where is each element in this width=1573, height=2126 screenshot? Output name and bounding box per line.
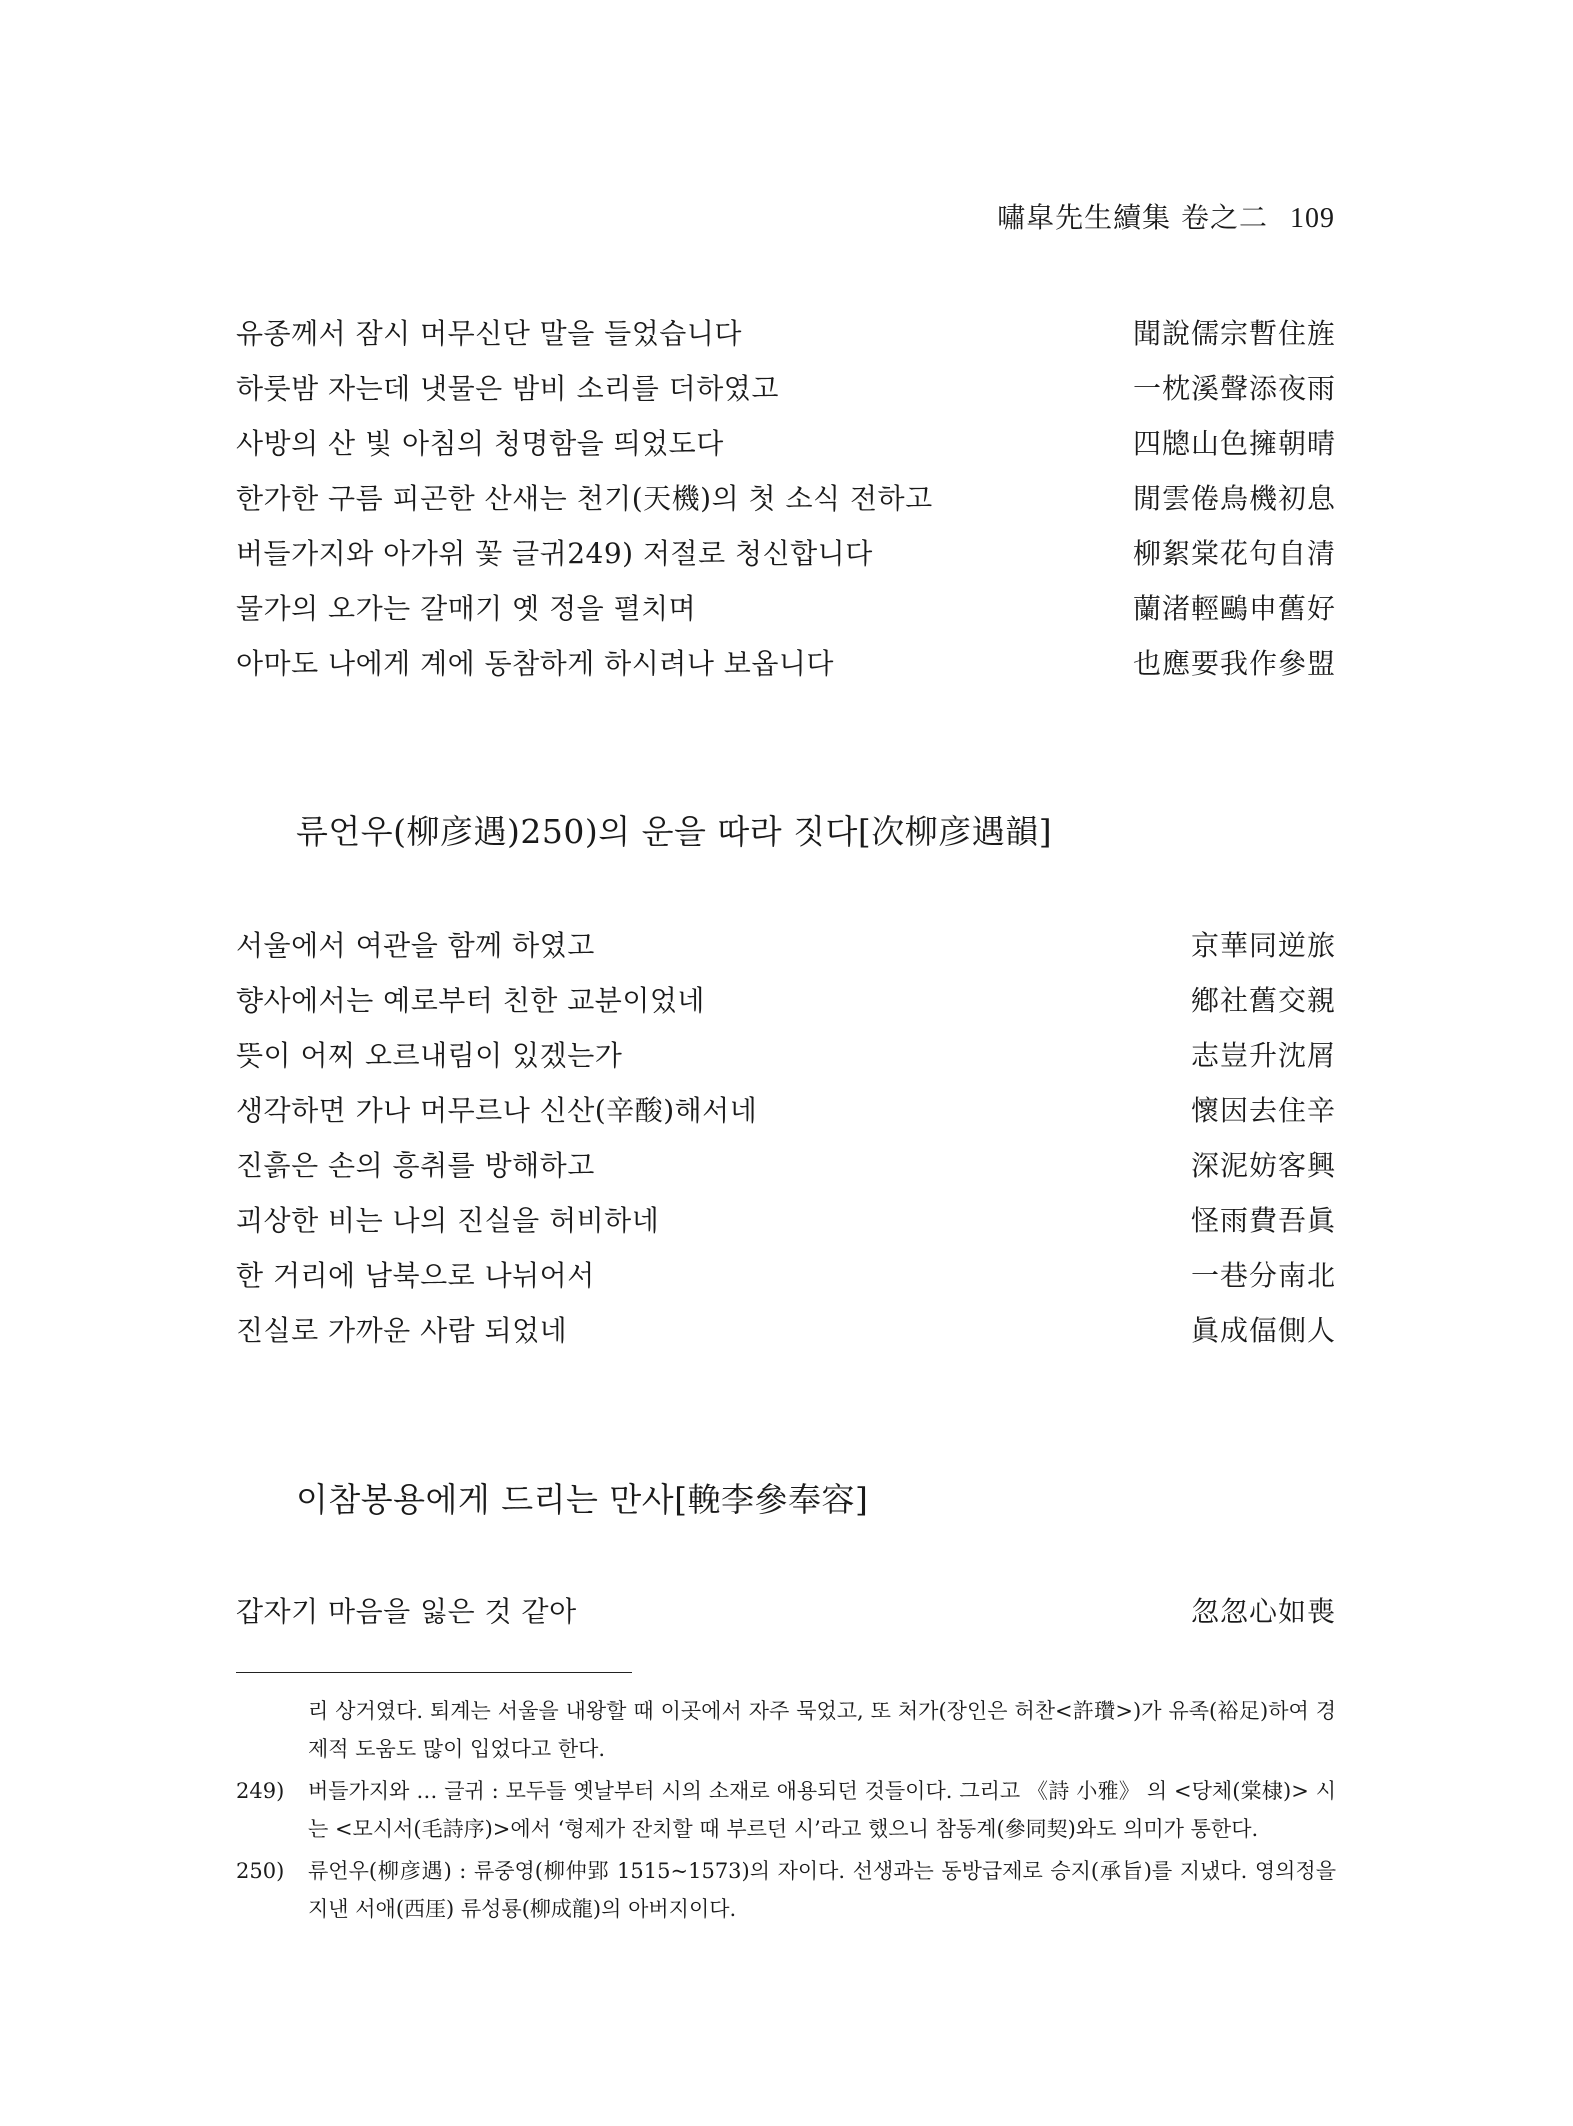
page-number: 109 [1290,203,1335,234]
footnote-text: 리 상거였다. 퇴계는 서울을 내왕할 때 이곳에서 자주 묵었고, 또 처가(장인은 허찬<許瓚>)가 유족(裕足)하여 경제적 도움도 많이 입었다고 한다. [308,1699,1336,1761]
korean-verse: 아마도 나에게 계에 동참하게 하시려나 보옵니다 [236,647,834,680]
korean-verse: 향사에서는 예로부터 친한 교분이었네 [236,984,705,1017]
poem-section-3 [236,1584,1336,1639]
poem-section-2 [236,918,1336,1358]
verse-line [236,1138,1336,1193]
hanja-verse: 閒雲倦鳥機初息 [1132,482,1336,515]
verse-line [236,1028,1336,1083]
hanja-verse: 京華同逆旅 [1190,929,1336,962]
footnote-text: 류언우(柳彦遇) : 류중영(柳仲郢 1515~1573)의 자이다. 선생과는 동방급제로 승지(承旨)를 지냈다. 영의정을 지낸 서애(西厓) 류성룡(柳成龍)의 아버지이다. [308,1859,1336,1921]
korean-verse: 유종께서 잠시 머무신단 말을 들었습니다 [236,317,742,350]
running-header [997,196,1335,236]
korean-verse: 물가의 오가는 갈매기 옛 정을 펼치며 [236,592,697,625]
korean-verse: 버들가지와 아가위 꽃 글귀249) 저절로 청신합니다 [236,537,873,570]
poem-title: 류언우(柳彦遇)250)의 운을 따라 짓다[次柳彦遇韻] [296,812,1053,851]
footnote-number: 250) [236,1859,285,1883]
verse-line [236,1193,1336,1248]
hanja-verse: 眞成偪側人 [1190,1314,1336,1347]
hanja-verse: 忽忽心如喪 [1190,1595,1336,1628]
korean-verse: 사방의 산 빛 아침의 청명함을 띄었도다 [236,427,724,460]
hanja-verse: 鄕社舊交親 [1190,984,1336,1017]
footnote [236,1772,1336,1848]
poem-section-1 [236,306,1336,691]
verse-line [236,416,1336,471]
hanja-verse: 一枕溪聲添夜雨 [1132,372,1336,405]
hanja-verse: 蘭渚輕鷗申舊好 [1132,592,1336,625]
footnote-continuation [236,1692,1336,1768]
hanja-verse: 深泥妨客興 [1190,1149,1336,1182]
verse-line [236,526,1336,581]
korean-verse: 한가한 구름 피곤한 산새는 천기(天機)의 첫 소식 전하고 [236,482,933,515]
verse-line [236,581,1336,636]
korean-verse: 진실로 가까운 사람 되었네 [236,1314,568,1347]
verse-line [236,973,1336,1028]
verse-line [236,636,1336,691]
verse-line [236,1584,1336,1639]
korean-verse: 뜻이 어찌 오르내림이 있겠는가 [236,1039,623,1072]
korean-verse: 진흙은 손의 흥취를 방해하고 [236,1149,595,1182]
korean-verse: 생각하면 가나 머무르나 신산(辛酸)해서네 [236,1094,758,1127]
running-header-title: 嘯皐先生續集 卷之二 [997,201,1268,234]
hanja-verse: 聞說儒宗暫住旌 [1132,317,1336,350]
verse-line [236,918,1336,973]
poem-title: 이참봉용에게 드리는 만사[輓李參奉容] [296,1480,869,1519]
hanja-verse: 也應要我作參盟 [1132,647,1336,680]
footnote [236,1852,1336,1928]
korean-verse: 한 거리에 남북으로 나뉘어서 [236,1259,595,1292]
verse-line [236,471,1336,526]
hanja-verse: 志豈升沈屑 [1190,1039,1336,1072]
footnote-divider [236,1672,632,1673]
hanja-verse: 一巷分南北 [1190,1259,1336,1292]
korean-verse: 괴상한 비는 나의 진실을 허비하네 [236,1204,660,1237]
verse-line [236,1083,1336,1138]
verse-line [236,1248,1336,1303]
hanja-verse: 懷因去住辛 [1190,1094,1336,1127]
hanja-verse: 怪雨費吾眞 [1190,1204,1336,1237]
korean-verse: 하룻밤 자는데 냇물은 밤비 소리를 더하였고 [236,372,779,405]
verse-line [236,1303,1336,1358]
footnote-text: 버들가지와 … 글귀 : 모두들 옛날부터 시의 소재로 애용되던 것들이다. 그리고 《詩 小雅》 의 <당체(棠棣)> 시는 <모시서(毛詩序)>에서 ‘형제가 잔치할 때 부르던 시’라고 했으니 참동계(參同契)와도 의미가 통한다. [308,1779,1336,1841]
korean-verse: 서울에서 여관을 함께 하였고 [236,929,595,962]
footnotes [236,1692,1336,1932]
korean-verse: 갑자기 마음을 잃은 것 같아 [236,1595,577,1628]
hanja-verse: 四牕山色擁朝晴 [1132,427,1336,460]
footnote-number: 249) [236,1779,285,1803]
verse-line [236,306,1336,361]
verse-line [236,361,1336,416]
hanja-verse: 柳絮棠花句自清 [1132,537,1336,570]
